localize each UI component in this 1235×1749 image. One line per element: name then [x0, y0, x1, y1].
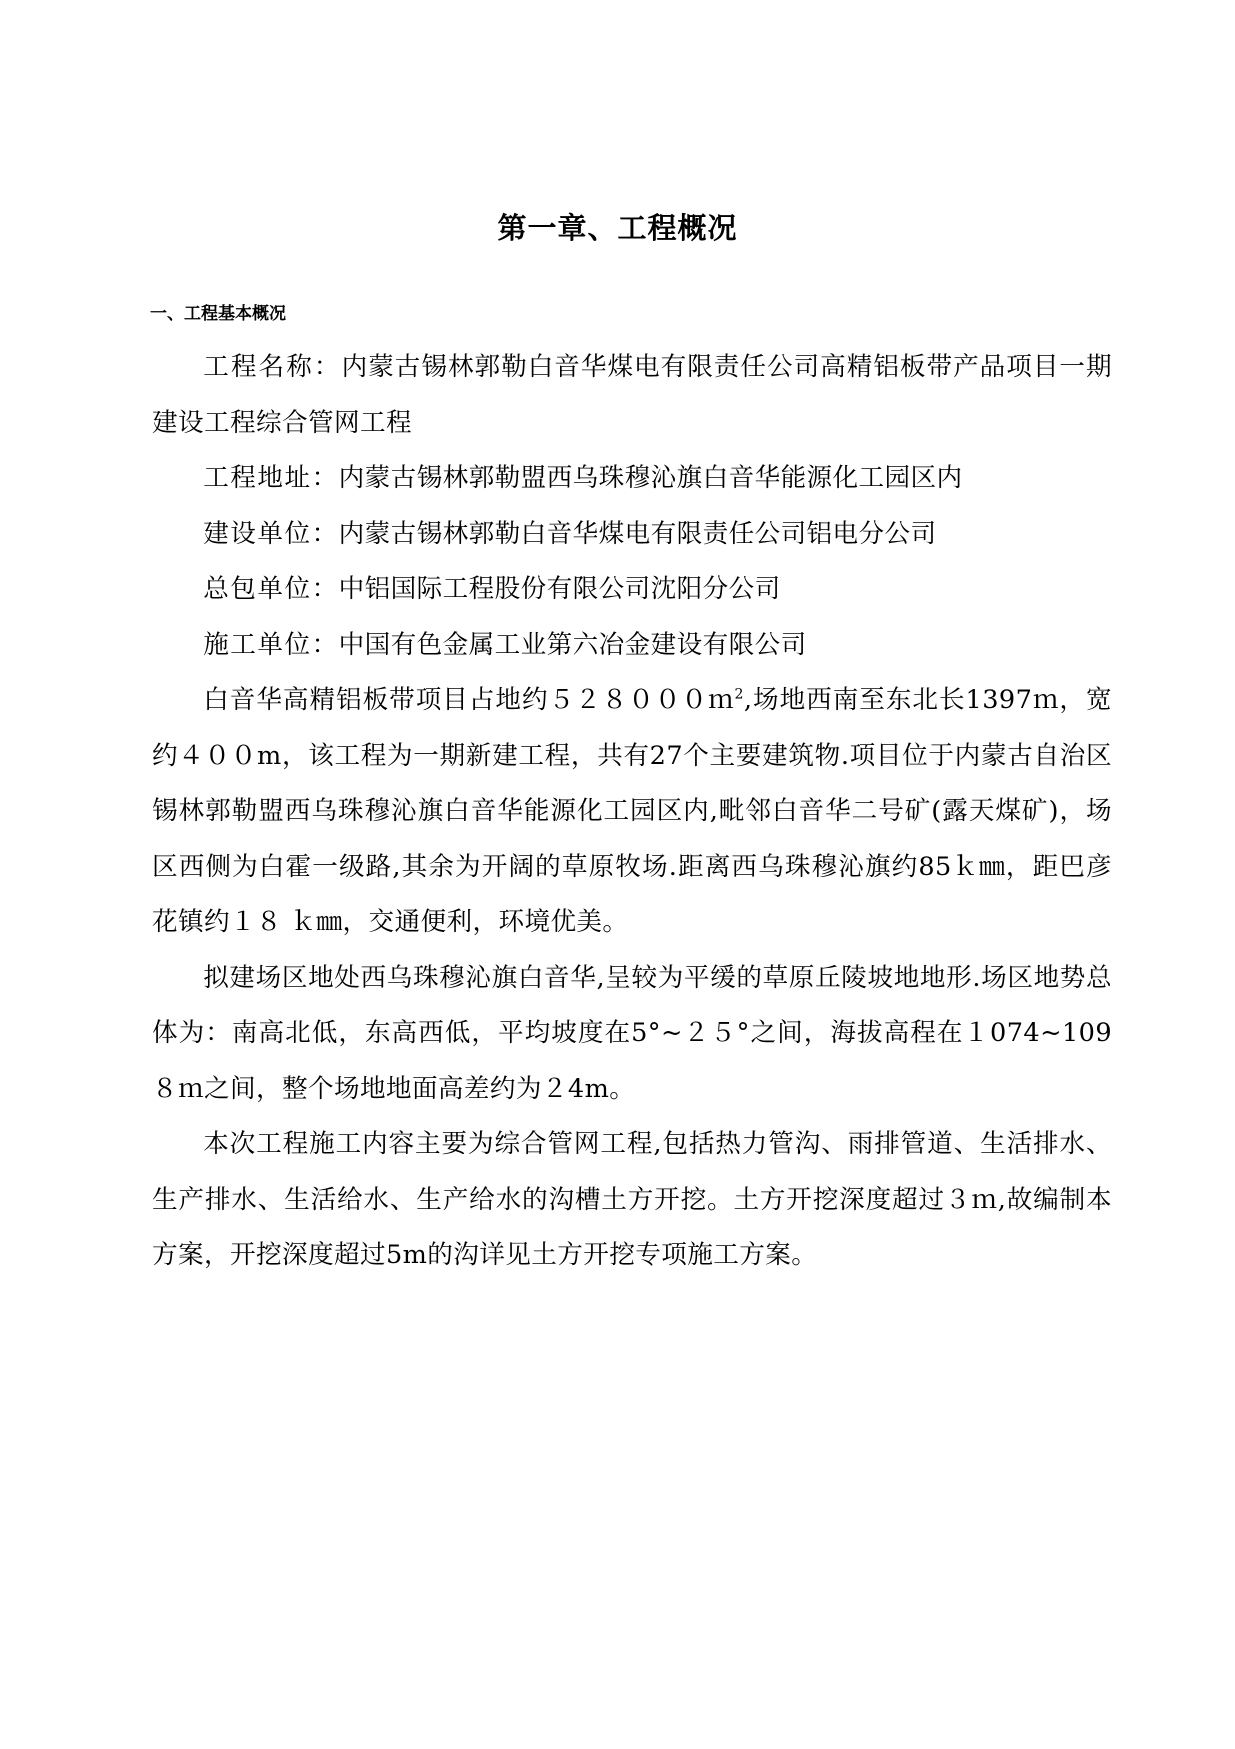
owner-line: [152, 507, 1112, 563]
general-contractor-label: 总包单位：: [203, 574, 339, 604]
contractor-value: 中国有色金属工业第六冶金建设有限公司: [338, 629, 807, 660]
general-contractor-value: 中铝国际工程股份有限公司沈阳分公司: [338, 574, 781, 604]
document-body: [152, 340, 1112, 1284]
site-text-part1: 白音华高精铝板带项目占地约５２８０００ｍ: [203, 685, 735, 715]
section-heading: 一、工程基本概况: [150, 304, 286, 324]
project-name-value: 内蒙古锡林郭勒白音华煤电有限责任公司高精铝板带产品项目一期建设工程综合管网工程: [152, 352, 1112, 438]
project-name-label: 工程名称：: [203, 352, 342, 382]
contractor-line: [152, 618, 1112, 674]
owner-value: 内蒙古锡林郭勒白音华煤电有限责任公司铝电分公司: [338, 518, 937, 549]
general-contractor-line: [152, 562, 1112, 618]
project-address-value: 内蒙古锡林郭勒盟西乌珠穆沁旗白音华能源化工园区内: [338, 463, 963, 493]
chapter-title: 第一章、工程概况: [497, 211, 738, 245]
area-unit-superscript: 2: [734, 686, 744, 703]
terrain-paragraph: 拟建场区地处西乌珠穆沁旗白音华,呈较为平缓的草原丘陵坡地地形.场区地势总体为：南高北低，东高西低，平均坡度在5°~２５°之间，海拔高程在１074~109８ｍ之间，整个场地地面高差约为２4m。: [152, 962, 1112, 1104]
site-text-part2: ,场地西南至东北长1397ｍ，宽约４００m，该工程为一期新建工程，共有27个主要建筑物.项目位于内蒙古自治区锡林郭勒盟西乌珠穆沁旗白音华能源化工园区内,毗邻白音华二号矿(露天煤矿)，场区西侧为白霍一级路,其余为开阔的草原牧场.距离西乌珠穆沁旗约85ｋ㎜，距巴彦花镇约１８ ｋ㎜，交通便利，环境优美。: [152, 685, 1112, 937]
project-address-line: [152, 451, 1112, 507]
project-address-label: 工程地址：: [203, 463, 339, 493]
site-paragraph: [152, 673, 1112, 951]
project-name-line: [152, 340, 1112, 451]
owner-label: 建设单位：: [203, 518, 339, 549]
contractor-label: 施工单位：: [203, 629, 339, 660]
scope-paragraph: 本次工程施工内容主要为综合管网工程,包括热力管沟、雨排管道、生活排水、生产排水、生活给水、生产给水的沟槽土方开挖。土方开挖深度超过３ｍ,故编制本方案，开挖深度超过5m的沟详见土方开挖专项施工方案。: [152, 1129, 1112, 1270]
